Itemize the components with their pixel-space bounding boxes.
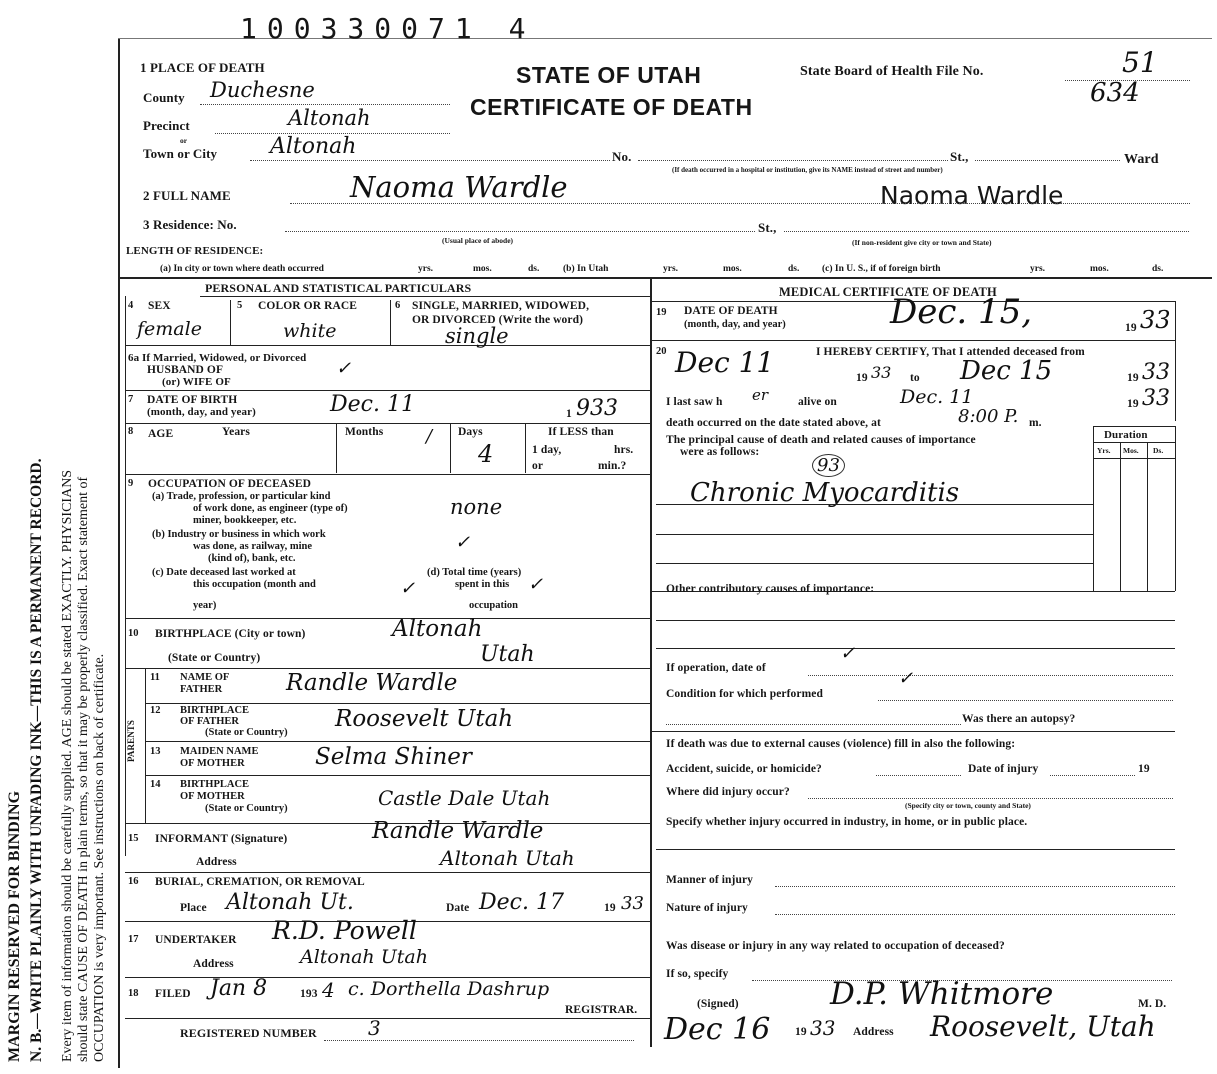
cause-label-2: were as follows: — [680, 446, 760, 458]
mother-label-1: MAIDEN NAME — [180, 746, 259, 757]
residence-st-label: St., — [758, 220, 777, 235]
parents-divider — [145, 668, 146, 823]
birthstate-value: Utah — [480, 642, 535, 667]
ward-label: Ward — [1124, 152, 1159, 167]
color-marital-divider — [390, 300, 391, 345]
full-name-line — [290, 203, 1190, 204]
num-13: 13 — [150, 746, 161, 757]
attended-from: Dec 11 — [675, 346, 775, 379]
res-c-yrs: yrs. — [1030, 264, 1046, 274]
condition-check: ✓ — [898, 668, 914, 689]
duration-mos: Mos. — [1123, 446, 1139, 455]
spouse-label-2: HUSBAND OF — [147, 364, 224, 376]
number-label: No. — [612, 149, 632, 164]
mother-birthplace: Castle Dale Utah — [378, 786, 551, 810]
father-label-1: NAME OF — [180, 672, 230, 683]
to-year-prefix: 19 — [1127, 372, 1139, 384]
spouse-check: ✓ — [336, 358, 352, 379]
occ-c-1: (c) Date deceased last worked at — [152, 567, 296, 578]
less-than-label: If LESS than — [548, 426, 614, 438]
nature-line — [775, 914, 1175, 915]
birthplace-value: Altonah — [392, 616, 483, 642]
res-a-ds: ds. — [528, 264, 540, 274]
residence-utah-label: (b) In Utah — [563, 264, 609, 274]
num-18: 18 — [128, 988, 139, 999]
where-injury-line — [808, 798, 1173, 799]
burial-date-label: Date — [446, 902, 470, 914]
accident-line — [876, 775, 961, 776]
operation-check: ✓ — [840, 643, 856, 664]
occupation-related-label: Was disease or injury in any way related to occupation of deceased? — [666, 940, 1005, 952]
industry-check: ✓ — [455, 532, 471, 553]
age-divider-1 — [336, 423, 337, 473]
years-label: Years — [222, 426, 250, 438]
num-19: 19 — [656, 307, 667, 318]
num-16: 16 — [128, 876, 139, 887]
signature-year: 33 — [810, 1016, 836, 1040]
cause-label-1: The principal cause of death and related causes of importance — [666, 434, 976, 446]
precinct-value: Altonah — [288, 106, 371, 130]
file-number-label: State Board of Health File No. — [800, 64, 984, 79]
alive-on-date: Dec. 11 — [900, 386, 974, 408]
occ-d-3: occupation — [469, 600, 519, 611]
informant-address: Altonah Utah — [440, 846, 575, 870]
margin-write-plainly: N. B.—WRITE PLAINLY WITH UNFADING INK—THIS IS A PERMANENT RECORD. — [28, 458, 45, 1062]
filed-label: FILED — [155, 988, 191, 1000]
column-divider — [650, 277, 652, 1047]
full-name-typed: Naoma Wardle — [880, 181, 1064, 210]
age-divider-3 — [525, 423, 526, 473]
duration-right — [1175, 426, 1176, 591]
num-4: 4 — [128, 300, 134, 311]
num-11: 11 — [150, 672, 160, 683]
personal-header-line — [200, 296, 650, 297]
condition-label: Condition for which performed — [666, 688, 823, 700]
margin-instruction-3: OCCUPATION is very important. See instructions on back of certificate. — [92, 653, 107, 1062]
manner-label: Manner of injury — [666, 874, 753, 886]
town-value: Altonah — [270, 134, 357, 159]
marital-label-2: OR DIVORCED (Write the word) — [412, 314, 584, 326]
row-line-4 — [125, 474, 650, 475]
residence-st-line — [784, 231, 1189, 232]
dod-value: Dec. 15, — [890, 292, 1033, 332]
sex-color-divider — [230, 300, 231, 345]
alive-year-prefix: 19 — [1127, 398, 1139, 410]
num-12: 12 — [150, 705, 161, 716]
medical-header: MEDICAL CERTIFICATE OF DEATH — [779, 285, 997, 299]
row-line-7 — [145, 703, 650, 704]
death-occurred-label: death occurred on the date stated above, at — [666, 417, 881, 429]
occ-b-1: (b) Industry or business in which work — [152, 529, 326, 540]
or-label: or — [180, 136, 188, 145]
duration-header-line — [1093, 442, 1175, 443]
med-row-line-1 — [650, 340, 1175, 341]
registrar-label: REGISTRAR. — [565, 1004, 638, 1016]
dob-value: Dec. 11 — [330, 392, 415, 417]
filed-year: 4 — [322, 978, 335, 1002]
section-top-line — [118, 277, 1212, 279]
fbirth-label-2: OF FATHER — [180, 716, 240, 727]
duration-col-2 — [1147, 442, 1148, 591]
row-line-14 — [125, 1018, 650, 1019]
operation-line — [808, 675, 1173, 676]
res-c-mos: mos. — [1090, 264, 1109, 274]
specify-line — [656, 849, 1175, 850]
row-line-5 — [125, 618, 650, 619]
undertaker-address: Altonah Utah — [300, 946, 428, 968]
fbirth-label-1: BIRTHPLACE — [180, 705, 250, 716]
mbirth-label-3: (State or Country) — [205, 803, 288, 814]
where-injury-label: Where did injury occur? — [666, 786, 790, 798]
injury-date-line — [1050, 775, 1135, 776]
signature-year-prefix: 19 — [795, 1026, 807, 1038]
age-divider-2 — [450, 423, 451, 473]
dod-year: 33 — [1140, 306, 1171, 334]
nonresident-note: (If non-resident give city or town and State) — [852, 238, 992, 247]
spouse-label-1: 6a If Married, Widowed, or Divorced — [128, 352, 307, 364]
county-value: Duchesne — [210, 78, 315, 102]
length-of-residence-label: LENGTH OF RESIDENCE: — [126, 245, 264, 257]
dob-year: 933 — [576, 396, 618, 421]
external-causes-label: If death was due to external causes (violence) fill in also the following: — [666, 738, 1016, 750]
number-line — [638, 160, 948, 161]
row-line-9 — [145, 775, 650, 776]
less-day-label: 1 day, — [532, 444, 562, 456]
duration-header-line-2 — [1093, 458, 1175, 459]
place-of-death-label: 1 PLACE OF DEATH — [140, 60, 265, 75]
res-b-mos: mos. — [723, 264, 742, 274]
row-line-1 — [125, 345, 650, 346]
row-line-2 — [125, 390, 650, 391]
personal-header: PERSONAL AND STATISTICAL PARTICULARS — [205, 281, 472, 295]
res-a-yrs: yrs. — [418, 264, 434, 274]
sex-value: female — [137, 318, 202, 340]
attended-to: Dec 15 — [960, 356, 1053, 386]
contrib-line-2 — [656, 648, 1175, 649]
county-line — [200, 104, 450, 105]
informant-address-label: Address — [196, 856, 237, 868]
if-so-label: If so, specify — [666, 968, 729, 980]
street-line — [975, 160, 1120, 161]
dod-year-prefix: 19 — [1125, 322, 1137, 334]
residence-label: 3 Residence: No. — [143, 217, 237, 232]
num-5: 5 — [237, 300, 243, 311]
hospital-note: (If death occurred in a hospital or institution, give its NAME instead of street and number) — [672, 166, 943, 174]
burial-date: Dec. 17 — [479, 890, 564, 915]
num-14: 14 — [150, 779, 161, 790]
burial-place: Altonah Ut. — [226, 890, 354, 915]
frame-left — [118, 38, 120, 1068]
duration-ds: Ds. — [1153, 446, 1164, 455]
mbirth-label-1: BIRTHPLACE — [180, 779, 250, 790]
signature-date: Dec 16 — [664, 1012, 771, 1047]
certify-text: I HEREBY CERTIFY, That I attended deceased from — [816, 346, 1085, 358]
physician-signature: D.P. Whitmore — [830, 976, 1054, 1012]
registered-number: 3 — [368, 1016, 381, 1040]
last-saw-pronoun: er — [752, 386, 769, 404]
num-8: 8 — [128, 426, 134, 437]
last-worked-check: ✓ — [400, 578, 416, 599]
undertaker-label: UNDERTAKER — [155, 934, 237, 946]
num-15: 15 — [128, 833, 139, 844]
duration-yrs: Yrs. — [1097, 446, 1111, 455]
occupation-label: OCCUPATION OF DECEASED — [148, 478, 311, 490]
state-title: STATE OF UTAH — [516, 62, 702, 88]
informant-signature: Randle Wardle — [372, 818, 544, 844]
full-name-label: 2 FULL NAME — [143, 188, 231, 203]
to-label: to — [910, 372, 920, 384]
physician-address-label: Address — [853, 1026, 894, 1038]
residence-city-label: (a) In city or town where death occurred — [160, 264, 324, 274]
or-min-label: or — [532, 460, 544, 472]
town-line — [250, 160, 610, 161]
md-label: M. D. — [1138, 998, 1167, 1010]
num-7: 7 — [128, 394, 134, 405]
death-time: 8:00 P. — [958, 406, 1019, 427]
occ-d-2: spent in this — [455, 579, 510, 590]
num-6: 6 — [395, 300, 401, 311]
cause-line-1 — [656, 504, 1093, 505]
dob-label-1: DATE OF BIRTH — [147, 394, 238, 406]
burial-year: 33 — [621, 893, 644, 914]
marital-label-1: SINGLE, MARRIED, WIDOWED, — [412, 300, 590, 312]
medical-right-border — [1175, 301, 1176, 421]
birthplace-label: BIRTHPLACE (City or town) — [155, 628, 306, 640]
dod-label-1: DATE OF DEATH — [684, 305, 778, 317]
num-10: 10 — [128, 628, 139, 639]
min-label: min.? — [598, 460, 627, 472]
days-label: Days — [458, 426, 483, 438]
cause-line-2 — [656, 534, 1093, 535]
contributory-label: Other contributory causes of importance: — [666, 583, 875, 595]
filed-date: Jan 8 — [210, 976, 268, 1001]
duration-label: Duration — [1104, 429, 1148, 441]
residence-line — [285, 231, 755, 232]
undertaker-signature: R.D. Powell — [272, 916, 417, 945]
undertaker-address-label: Address — [193, 958, 234, 970]
county-label: County — [143, 90, 185, 105]
margin-instruction-2: should state CAUSE OF DEATH in plain terms, so that it may be properly classified. Exact statement of — [76, 476, 91, 1062]
duration-top — [1093, 426, 1175, 427]
res-a-mos: mos. — [473, 264, 492, 274]
total-time-check: ✓ — [528, 574, 544, 595]
num-20: 20 — [656, 346, 667, 357]
serial-number: 100330071 4 — [240, 12, 536, 45]
duration-col-1 — [1120, 442, 1121, 591]
where-injury-note: (Specify city or town, county and State) — [905, 801, 1031, 810]
registered-number-line — [324, 1040, 634, 1041]
occupation-value: none — [450, 495, 503, 519]
autopsy-label: Was there an autopsy? — [962, 713, 1076, 725]
occ-c-2: this occupation (month and — [193, 579, 316, 590]
meridiem-label: m. — [1029, 417, 1042, 429]
manner-line — [775, 886, 1175, 887]
occ-a-3: miner, bookkeeper, etc. — [193, 515, 297, 526]
operation-label: If operation, date of — [666, 662, 766, 674]
specify-injury-label: Specify whether injury occurred in industry, in home, or in public place. — [666, 816, 1028, 828]
row-line-8 — [145, 741, 650, 742]
from-year: 33 — [871, 363, 892, 382]
res-b-ds: ds. — [788, 264, 800, 274]
days-value: 4 — [478, 440, 494, 468]
mother-name: Selma Shiner — [315, 744, 472, 770]
precinct-label: Precinct — [143, 118, 190, 133]
months-label: Months — [345, 426, 384, 438]
autopsy-line — [666, 724, 961, 725]
nature-label: Nature of injury — [666, 902, 748, 914]
hrs-label: hrs. — [614, 444, 634, 456]
father-name: Randle Wardle — [286, 670, 458, 696]
file-number-value: 51 — [1122, 46, 1158, 79]
registrar-signature: c. Dorthella Dashrup — [348, 978, 550, 1000]
occ-a-1: (a) Trade, profession, or particular kind — [152, 491, 331, 502]
dod-label-2: (month, day, and year) — [684, 319, 786, 330]
mbirth-label-2: OF MOTHER — [180, 791, 245, 802]
registered-number-label: REGISTERED NUMBER — [180, 1026, 317, 1040]
file-number-value-2: 634 — [1090, 78, 1140, 108]
alive-on-label: alive on — [798, 396, 837, 408]
abode-note: (Usual place of abode) — [442, 236, 514, 245]
res-b-yrs: yrs. — [663, 264, 679, 274]
parents-label: PARENTS — [126, 719, 136, 762]
left-inner-border — [125, 296, 126, 856]
father-label-2: FATHER — [180, 684, 223, 695]
occ-a-2: of work done, as engineer (type of) — [193, 503, 348, 514]
residence-us-label: (c) In U. S., if of foreign birth — [822, 264, 941, 274]
occ-b-3: (kind of), bank, etc. — [208, 553, 296, 564]
months-mark: / — [426, 426, 433, 447]
to-year: 33 — [1142, 360, 1170, 385]
margin-binding-note: MARGIN RESERVED FOR BINDING — [6, 790, 23, 1062]
certificate-title: CERTIFICATE OF DEATH — [470, 94, 753, 120]
physician-address: Roosevelt, Utah — [930, 1010, 1156, 1043]
injury-year-prefix: 19 — [1138, 763, 1150, 775]
injury-date-label: Date of injury — [968, 763, 1039, 775]
full-name-handwritten: Naoma Wardle — [350, 170, 568, 204]
color-value: white — [283, 320, 337, 342]
med-row-line-2 — [650, 731, 1175, 732]
condition-line — [878, 700, 1173, 701]
row-line-11 — [125, 872, 650, 873]
occ-d-1: (d) Total time (years) — [427, 567, 522, 578]
filed-year-prefix: 193 — [300, 988, 318, 1000]
marital-value: single — [445, 324, 509, 348]
color-label: COLOR OR RACE — [258, 300, 358, 312]
street-label: St., — [950, 149, 969, 164]
birthstate-label: (State or Country) — [168, 652, 261, 664]
occ-b-2: was done, as railway, mine — [193, 541, 313, 552]
alive-year: 33 — [1142, 386, 1170, 411]
cause-code: 93 — [812, 454, 845, 477]
row-line-3 — [125, 423, 650, 424]
signed-label: (Signed) — [697, 998, 739, 1010]
cause-of-death: Chronic Myocarditis — [690, 478, 960, 508]
informant-label: INFORMANT (Signature) — [155, 833, 288, 845]
num-9: 9 — [128, 478, 134, 489]
spouse-label-3: (or) WIFE OF — [162, 376, 231, 388]
dob-label-2: (month, day, and year) — [147, 406, 256, 418]
row-line-6 — [125, 668, 650, 669]
occ-c-3: year) — [193, 600, 217, 611]
mother-label-2: OF MOTHER — [180, 758, 245, 769]
dob-year-prefix: 1 — [566, 408, 572, 420]
duration-left — [1093, 426, 1094, 591]
cause-line-3 — [656, 563, 1093, 564]
burial-label: BURIAL, CREMATION, OR REMOVAL — [155, 876, 365, 888]
burial-place-label: Place — [180, 902, 207, 914]
town-label: Town or City — [143, 146, 218, 161]
accident-label: Accident, suicide, or homicide? — [666, 763, 822, 775]
father-birthplace: Roosevelt Utah — [335, 706, 514, 732]
num-17: 17 — [128, 934, 139, 945]
fbirth-label-3: (State or Country) — [205, 727, 288, 738]
burial-year-prefix: 19 — [604, 902, 616, 914]
last-saw-label: I last saw h — [666, 396, 723, 408]
age-label: AGE — [148, 428, 174, 440]
from-year-prefix: 19 — [856, 372, 868, 384]
sex-label: SEX — [148, 300, 171, 312]
contrib-line-1 — [656, 620, 1175, 621]
margin-instruction-1: Every item of information should be carefully supplied. AGE should be stated EXACTLY. PHYSICIANS — [60, 469, 75, 1062]
res-c-ds: ds. — [1152, 264, 1164, 274]
